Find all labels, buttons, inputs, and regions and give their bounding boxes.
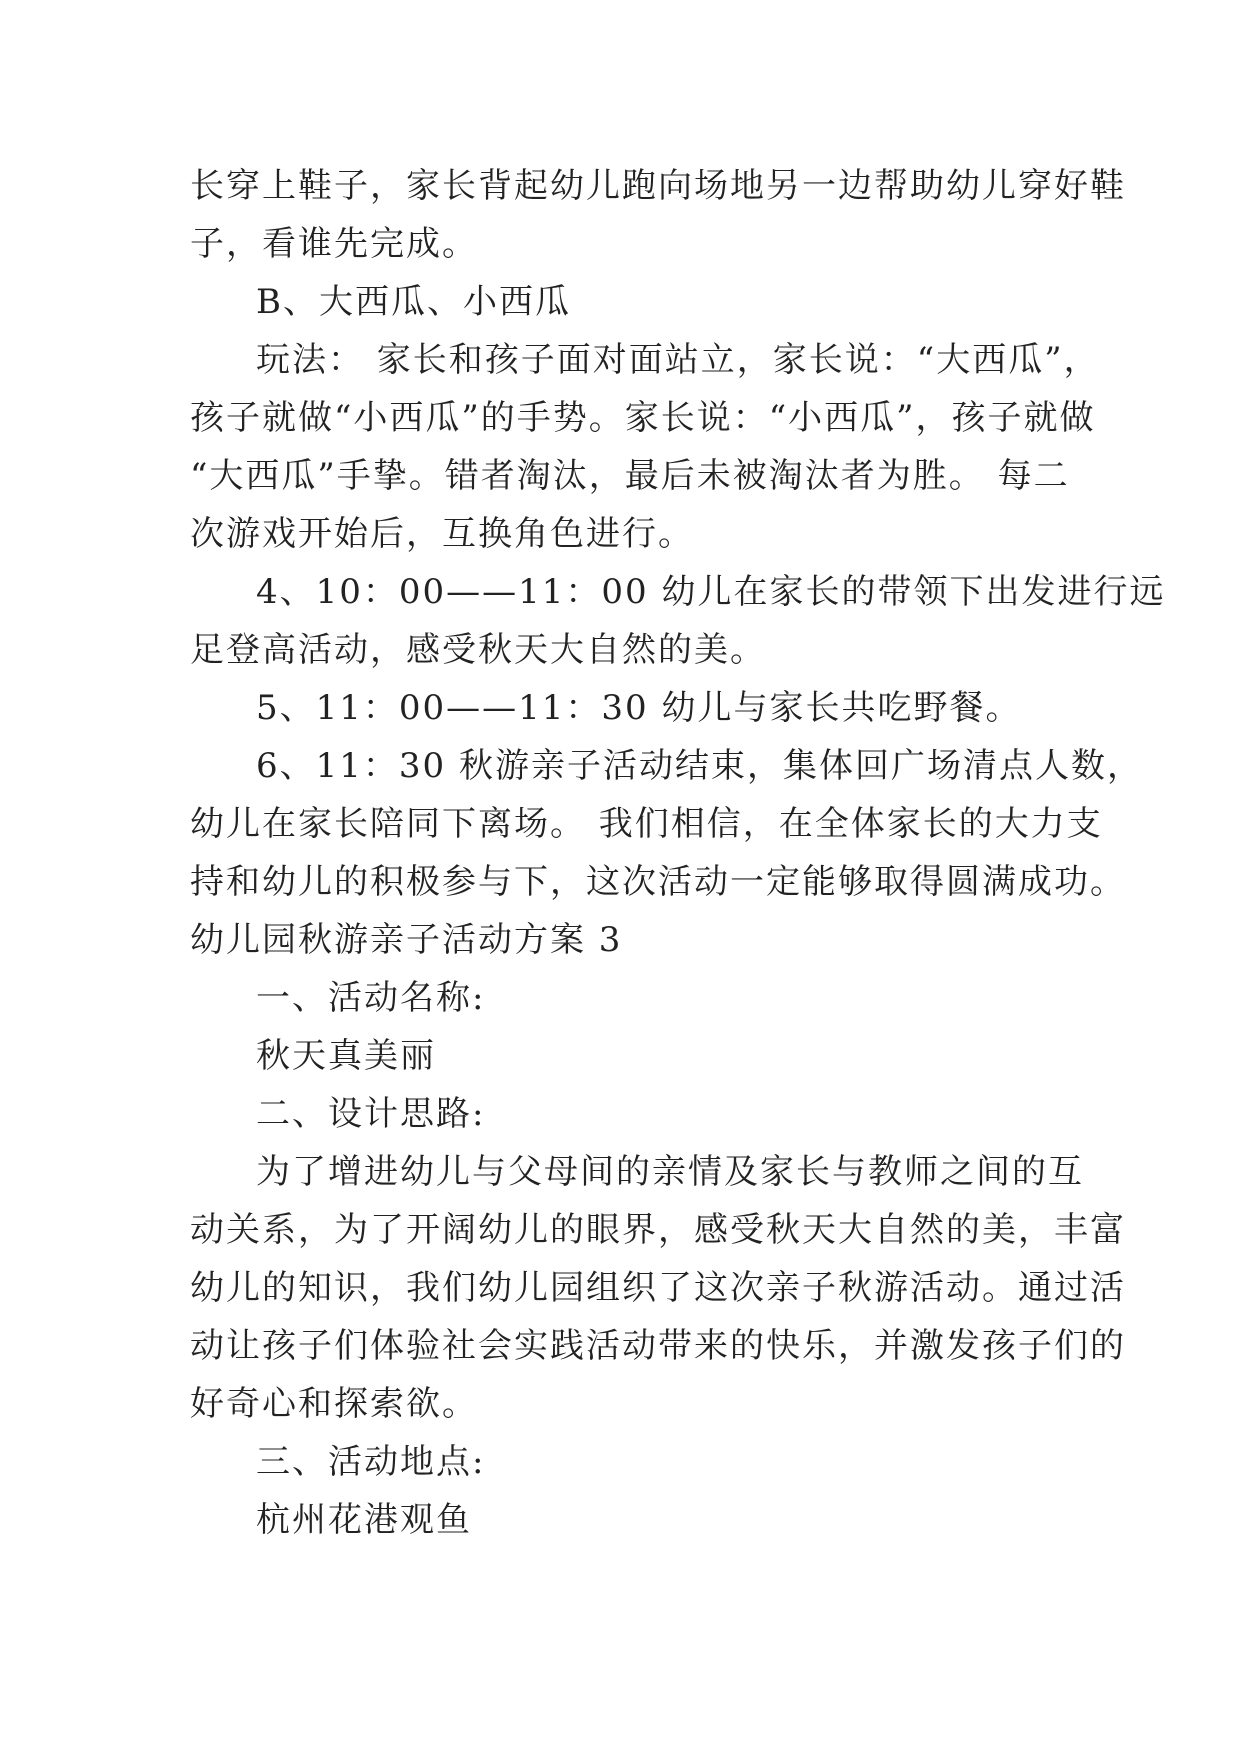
body-text-line: 好奇心和探索欲。 <box>190 1384 478 1424</box>
body-text-line: 幼儿的知识，我们幼儿园组织了这次亲子秋游活动。通过活 <box>190 1268 1126 1308</box>
body-text-line: 动让孩子们体验社会实践活动带来的快乐，并激发孩子们的 <box>190 1326 1126 1366</box>
section-heading: 二、设计思路: <box>256 1094 486 1134</box>
body-text-line: 持和幼儿的积极参与下，这次活动一定能够取得圆满成功。 <box>190 862 1126 902</box>
body-text-line: 动关系，为了开阔幼儿的眼界，感受秋天大自然的美，丰富 <box>190 1210 1126 1250</box>
body-text-line: 杭州花港观鱼 <box>256 1500 472 1540</box>
body-text-line: 6、11：30 秋游亲子活动结束，集体回广场清点人数， <box>256 746 1143 786</box>
body-text-line: 秋天真美丽 <box>256 1036 436 1076</box>
body-text-line: 5、11：00——11：30 幼儿与家长共吃野餐。 <box>256 688 1022 728</box>
body-text-line: 孩子就做“小西瓜”的手势。家长说：“小西瓜”，孩子就做 <box>190 398 1096 438</box>
body-text-line: 次游戏开始后，互换角色进行。 <box>190 514 694 554</box>
document-title: 幼儿园秋游亲子活动方案 3 <box>190 920 623 960</box>
body-text-line: 为了增进幼儿与父母间的亲情及家长与教师之间的互 <box>256 1152 1084 1192</box>
section-subheading: B、大西瓜、小西瓜 <box>256 282 571 322</box>
body-text-line: 子，看谁先完成。 <box>190 224 478 264</box>
body-text-line: “大西瓜”手挚。错者淘汰，最后未被淘汰者为胜。 每二 <box>190 456 1070 496</box>
section-heading: 一、活动名称: <box>256 978 486 1018</box>
section-heading: 三、活动地点: <box>256 1442 486 1482</box>
body-text-line: 4、10：00——11：00 幼儿在家长的带领下出发进行远 <box>256 572 1166 612</box>
body-text-line: 足登高活动，感受秋天大自然的美。 <box>190 630 766 670</box>
body-text-line: 幼儿在家长陪同下离场。 我们相信，在全体家长的大力支 <box>190 804 1103 844</box>
body-text-line: 长穿上鞋子，家长背起幼儿跑向场地另一边帮助幼儿穿好鞋 <box>190 166 1126 206</box>
body-text-line: 玩法： 家长和孩子面对面站立，家长说：“大西瓜”， <box>256 340 1100 380</box>
